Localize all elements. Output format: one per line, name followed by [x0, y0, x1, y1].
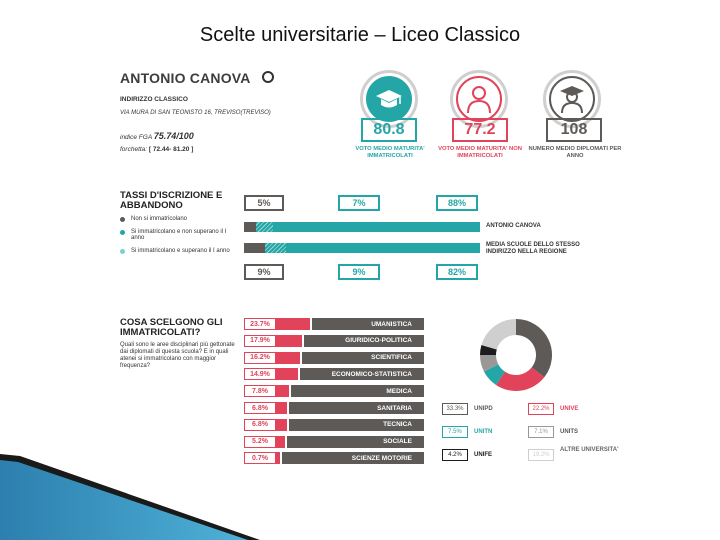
area-pct: 5.2%	[244, 436, 276, 448]
region-stacked-bar	[244, 243, 480, 253]
area-row	[244, 318, 424, 330]
university-pct: 4.2%	[442, 449, 468, 461]
area-bar-label: SCIENZE MOTORIE	[282, 452, 424, 464]
university-donut-chart	[476, 315, 556, 395]
area-bar-label: SCIENTIFICA	[302, 352, 424, 364]
area-bar-label: SOCIALE	[287, 436, 424, 448]
university-name: UNIVE	[560, 406, 579, 412]
university-name: UNIFE	[474, 452, 492, 458]
stat-caption-0: VOTO MEDIO MATURITA' IMMATRICOLATI	[355, 146, 425, 159]
area-pct: 16.2%	[244, 352, 276, 364]
area-bar-label: ECONOMICO-STATISTICA	[300, 368, 424, 380]
legend-item: Si immatricolano e superano il I anno	[120, 248, 230, 255]
university-pct: 33.3%	[442, 403, 468, 415]
stat-caption-2: NUMERO MEDIO DIPLOMATI PER ANNO	[528, 146, 622, 159]
legend-dot	[120, 230, 125, 235]
enrollment-title: TASSI D'ISCRIZIONE E ABBANDONO	[120, 190, 223, 211]
area-bar-label: MEDICA	[291, 385, 424, 397]
person-icon	[466, 84, 492, 114]
decorative-corner-stripe	[0, 448, 260, 540]
school-pct-2: 88%	[436, 195, 478, 211]
area-pct: 6.8%	[244, 402, 276, 414]
university-pct: 22.2%	[528, 403, 554, 415]
area-row	[244, 368, 424, 380]
graduation-cap-icon	[375, 88, 403, 110]
bar-segment-dropout	[256, 222, 273, 232]
school-pct-0: 5%	[244, 195, 284, 211]
area-bar-label: SANITARIA	[289, 402, 424, 414]
slide-title: Scelte universitarie – Liceo Classico	[199, 24, 521, 46]
area-row	[244, 335, 424, 347]
fga-row	[120, 131, 194, 141]
address-type: INDIRIZZO CLASSICO	[120, 96, 188, 103]
university-name: UNITN	[474, 429, 493, 435]
university-pct: 19.2%	[528, 449, 554, 461]
school-address: VIA MURA DI SAN TEONISTO 16, TREVISO(TREVISO)	[120, 110, 271, 116]
donut-slice-unipd	[516, 319, 552, 377]
area-bar-label: GIURIDICO-POLITICA	[304, 335, 424, 347]
area-pct: 0.7%	[244, 452, 276, 464]
choices-title: COSA SCELGONO GLI IMMATRICOLATI?	[120, 317, 223, 338]
area-bar-label: UMANISTICA	[312, 318, 424, 330]
bar-segment-not-enrolled	[244, 243, 265, 253]
university-name: UNITS	[560, 429, 578, 435]
range-value: [ 72.44- 81.20 ]	[148, 146, 194, 153]
university-name: UNIPD	[474, 406, 493, 412]
area-pct: 23.7%	[244, 318, 276, 330]
bar-segment-not-enrolled	[244, 222, 256, 232]
area-row	[244, 352, 424, 364]
bar-segment-pass	[286, 243, 480, 253]
area-pct: 17.9%	[244, 335, 276, 347]
graduate-person-icon	[559, 84, 585, 114]
stat-value-1: 77.2	[452, 118, 508, 142]
region-pct-2: 82%	[436, 264, 478, 280]
stat-value-0: 80.8	[361, 118, 417, 142]
university-name: ALTRE UNIVERSITA'	[560, 447, 619, 453]
area-bar-label: TECNICA	[289, 419, 424, 431]
enrollment-legend	[120, 216, 230, 254]
area-pct: 14.9%	[244, 368, 276, 380]
area-pct: 6.8%	[244, 419, 276, 431]
area-row	[244, 419, 424, 431]
range-row	[120, 146, 193, 153]
range-label: forchetta:	[120, 146, 148, 153]
university-pct: 7.5%	[442, 426, 468, 438]
legend-dot	[120, 249, 125, 254]
bar-segment-pass	[273, 222, 480, 232]
copyright-logo-icon	[262, 71, 274, 83]
university-pct: 7.1%	[528, 426, 554, 438]
fga-label: indice FGA	[120, 134, 152, 141]
school-name: ANTONIO CANOVA	[120, 70, 251, 86]
legend-dot	[120, 217, 125, 222]
region-row-label: MEDIA SCUOLE DELLO STESSO INDIRIZZO NELLA REGIONE	[486, 242, 580, 255]
stat-value-2: 108	[546, 118, 602, 142]
school-row-label: ANTONIO CANOVA	[486, 223, 541, 229]
choices-question: Quali sono le aree disciplinari più gettonate dai diplomati di questa scuola? E in quali atenei si immatricolano con maggior frequenza?	[120, 342, 235, 369]
area-row	[244, 436, 424, 448]
fga-value: 75.74/100	[153, 131, 194, 141]
area-row	[244, 402, 424, 414]
donut-slice-altre-universita-	[481, 319, 516, 349]
area-pct: 7.8%	[244, 385, 276, 397]
school-stacked-bar	[244, 222, 480, 232]
area-row	[244, 452, 424, 464]
area-row	[244, 385, 424, 397]
legend-item: Si immatricolano e non superano il I anno	[120, 229, 230, 242]
stat-caption-1: VOTO MEDIO MATURITA' NON IMMATRICOLATI	[438, 146, 522, 159]
region-pct-1: 9%	[338, 264, 380, 280]
school-pct-1: 7%	[338, 195, 380, 211]
legend-item: Non si immatricolano	[120, 216, 230, 223]
region-pct-0: 9%	[244, 264, 284, 280]
bar-segment-dropout	[265, 243, 286, 253]
